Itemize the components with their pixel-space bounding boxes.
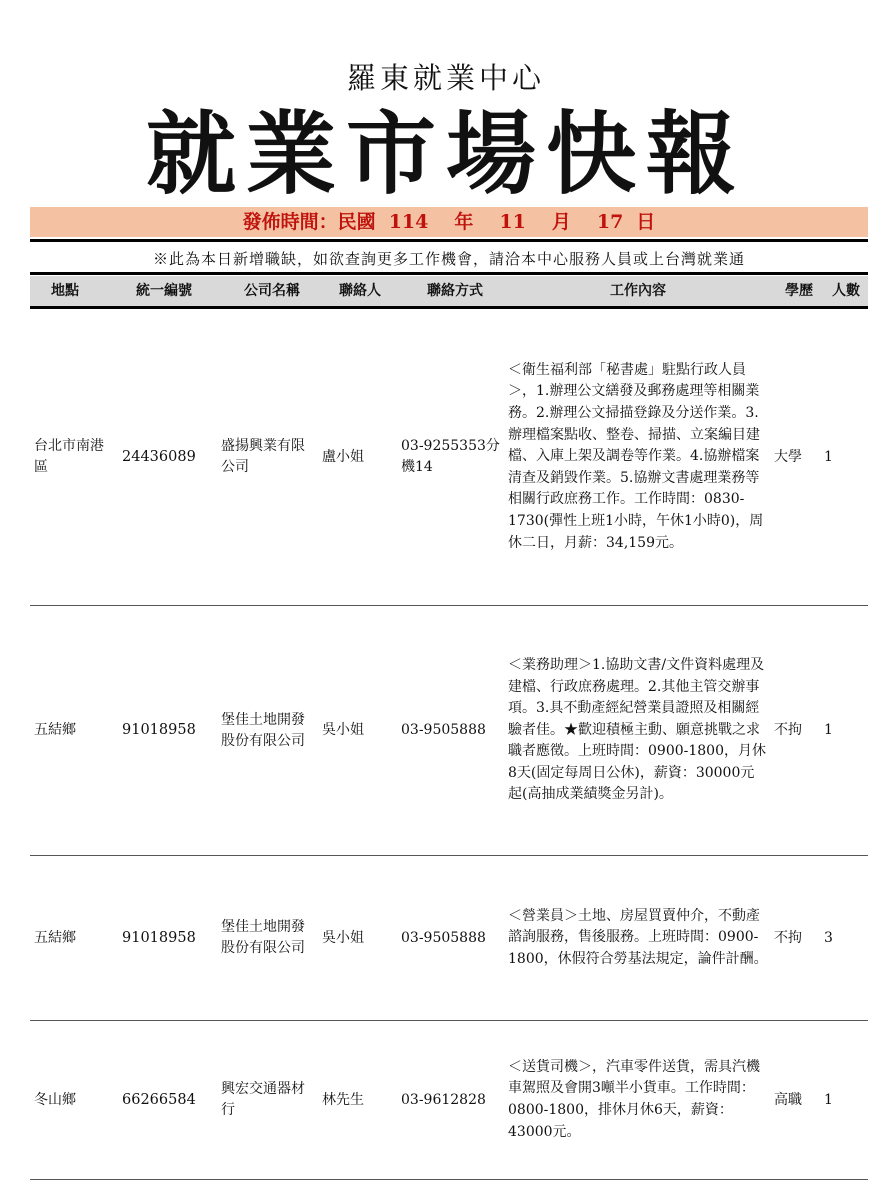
table-row [30,856,868,1021]
cell-company: 盛揚興業有限公司 [221,438,305,475]
table-row [30,309,868,606]
cell-contact: 盧小姐 [322,448,364,465]
cell-location: 台北市南港區 [34,438,104,475]
date-day: 17 [596,211,624,233]
cell-phone: 03-9505888 [401,722,486,738]
cell-count: 1 [824,448,833,465]
column-header-contact: 聯絡人 [339,283,381,299]
divider [30,239,868,242]
column-header-location: 地點 [51,283,79,299]
cell-company: 堡佳土地開發股份有限公司 [221,711,305,749]
cell-company: 興宏交通器材行 [221,1081,305,1118]
column-header-tax-id: 統一編號 [136,283,192,299]
cell-phone: 03-9255353分機14 [401,438,500,475]
cell-tax-id: 91018958 [122,929,196,946]
column-header-education: 學歷 [785,283,813,299]
cell-job-description: ＜送貨司機＞，汽車零件送貨，需具汽機車駕照及會開3噸半小貨車。工作時間：0800-1800，排休月休6天，薪資：43000元。 [508,1058,760,1140]
job-table [30,309,868,1180]
cell-education: 大學 [774,448,802,465]
cell-job-description: ＜衛生福利部「秘書處」駐點行政人員＞，1.辦理公文繕發及郵務處理等相關業務。2.辦理公文掃描登錄及分送作業。3.辦理檔案點收、整卷、掃描、立案編目建檔、入庫上架及調卷等作業。4.協辦檔案清查及銷毀作業。5.協辦文書處理業務等相關行政庶務工作。工作時間：0830-1730(彈性上班1小時，午休1小時0)，周休二日，月薪：34,159元。 [508,361,764,551]
date-month: 11 [499,211,526,233]
table-row [30,606,868,856]
cell-job-description: ＜營業員＞土地、房屋買賣仲介，不動產諮詢服務，售後服務。上班時間：0900-1800，休假符合勞基法規定，論件計酬。 [508,907,768,967]
cell-job-description: ＜業務助理＞1.協助文書/文件資料處理及建檔、行政庶務處理。2.其他主管交辦事項。3.具不動產經紀營業員證照及相關經驗者佳。★歡迎積極主動、願意挑戰之求職者應徵。上班時間：0900-1800，月休8天(固定每周日公休)，薪資：30000元起(高抽成業績獎金另計)。 [508,656,766,803]
publish-date-bar [30,207,868,237]
cell-tax-id: 66266584 [122,1091,196,1108]
column-header-count: 人數 [832,283,860,299]
date-month-unit: 月 [551,211,571,233]
column-header-phone: 聯絡方式 [427,283,483,299]
table-header [30,276,868,306]
cell-tax-id: 24436089 [122,448,196,465]
cell-contact: 吳小姐 [322,929,364,946]
cell-count: 1 [824,1091,833,1108]
cell-location: 冬山鄉 [34,1091,76,1108]
cell-count: 3 [824,929,833,946]
cell-location: 五結鄉 [34,929,76,946]
cell-count: 1 [824,722,833,738]
cell-education: 高職 [774,1091,802,1108]
cell-tax-id: 91018958 [122,722,196,738]
cell-location: 五結鄉 [34,722,76,738]
cell-phone: 03-9505888 [401,929,486,946]
cell-contact: 林先生 [322,1091,364,1108]
cell-company: 堡佳土地開發股份有限公司 [221,919,305,956]
date-label: 發佈時間：民國 [242,211,376,233]
date-year-unit: 年 [454,211,474,233]
table-row [30,1021,868,1180]
organization-name: 羅東就業中心 [346,61,545,95]
cell-contact: 吳小姐 [322,722,364,738]
cell-phone: 03-9612828 [401,1091,486,1108]
cell-education: 不拘 [774,722,802,738]
notice-text: ※此為本日新增職缺，如欲查詢更多工作機會，請洽本中心服務人員或上台灣就業通 [152,250,745,268]
divider [30,272,868,275]
cell-education: 不拘 [774,929,802,946]
column-header-job: 工作內容 [610,283,666,299]
column-header-company: 公司名稱 [244,283,300,299]
page-title: 就業市場快報 [146,101,746,207]
date-day-unit: 日 [636,211,656,233]
date-year: 114 [388,211,429,233]
